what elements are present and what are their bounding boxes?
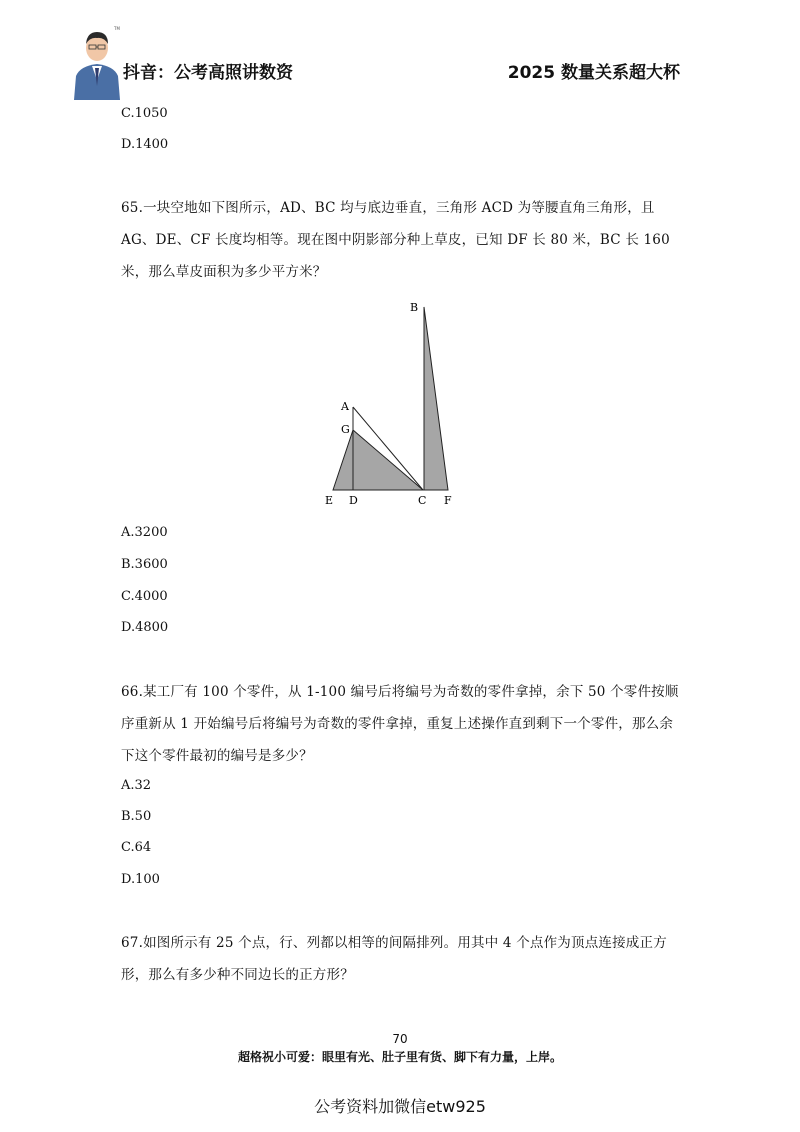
- question-67-text: 67.如图所示有 25 个点，行、列都以相等的间隔排列。用其中 4 个点作为顶点连接成正方形，那么有多少种不同边长的正方形？: [121, 935, 667, 983]
- q65-option-a: A.3200: [121, 525, 168, 540]
- author-avatar: [70, 24, 124, 100]
- question-65-figure: [323, 300, 463, 510]
- label-g: G: [341, 423, 350, 436]
- q65-option-d: D.4800: [121, 620, 169, 635]
- q65-option-b: B.3600: [121, 557, 168, 572]
- q66-option-b: B.50: [121, 809, 152, 824]
- header-book-title: 2025 数量关系超大杯: [507, 63, 680, 83]
- q66-option-a: A.32: [121, 778, 152, 793]
- label-c: C: [418, 494, 427, 507]
- trademark-mark: TM: [114, 26, 120, 31]
- footer-watermark: 公考资料加微信etw925: [314, 1097, 486, 1116]
- page-header: [0, 0, 800, 100]
- prev-option-c: C.1050: [121, 106, 168, 121]
- question-66-text: 66.某工厂有 100 个零件，从 1-100 编号后将编号为奇数的零件拿掉，余下 50 个零件按顺序重新从 1 开始编号后将编号为奇数的零件拿掉，重复上述操作直到剩下一个零件，那么余下这个零件最初的编号是多少？: [121, 684, 679, 764]
- question-65-text: 65.一块空地如下图所示，AD、BC 均与底边垂直，三角形 ACD 为等腰直角三角形，且 AG、DE、CF 长度均相等。现在图中阴影部分种上草皮，已知 DF 长 80 米，BC 长 160 米，那么草皮面积为多少平方米？: [121, 200, 670, 280]
- q66-option-d: D.100: [121, 872, 160, 887]
- shaded-triangle-bcf: [424, 307, 448, 490]
- label-d: D: [349, 494, 358, 507]
- slogan: 超格祝小可爱：眼里有光、肚子里有货、脚下有力量，上岸。: [237, 1050, 562, 1064]
- label-f: F: [444, 494, 452, 507]
- header-douyin-title: 抖音：公考高照讲数资: [123, 63, 293, 83]
- label-e: E: [325, 494, 334, 507]
- shaded-triangle-gec: [333, 430, 423, 490]
- q66-option-c: C.64: [121, 840, 152, 855]
- q65-option-c: C.4000: [121, 589, 168, 604]
- label-a: A: [341, 400, 349, 413]
- page-number: 70: [392, 1032, 408, 1046]
- prev-option-d: D.1400: [121, 137, 169, 152]
- label-b: B: [410, 301, 419, 314]
